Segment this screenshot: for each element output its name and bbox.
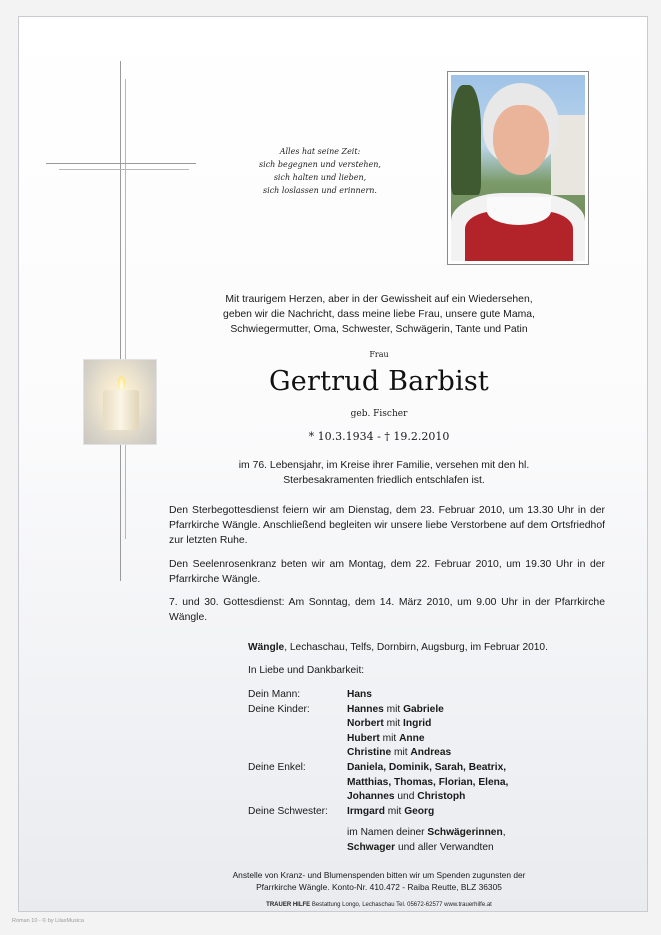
imprint-details: Bestattung Longo, Lechaschau Tel. 05672-62577 www.trauerhilfe.at <box>310 902 492 908</box>
memorial-quote <box>235 145 405 197</box>
husband-name: Hans <box>347 689 372 700</box>
birth-name: geb. Fischer <box>350 409 408 419</box>
grandchildren-line: Daniela, Dominik, Sarah, Beatrix, <box>347 761 507 773</box>
family-row-closing <box>248 826 588 855</box>
photo-collar <box>487 197 551 225</box>
intro-line: Mit traurigem Herzen, aber in der Gewissheit auf ein Wiedersehen, <box>225 294 533 305</box>
life-dates: * 10.3.1934 - † 19.2.2010 <box>308 430 450 443</box>
intro-line: geben wir die Nachricht, dass meine liebe Frau, unsere gute Mama, <box>223 309 535 320</box>
donation-note <box>189 869 569 893</box>
family-row-grandchildren <box>248 761 588 805</box>
family-row-husband <box>248 688 588 703</box>
life-line: im 76. Lebensjahr, im Kreise ihrer Familie, versehen mit den hl. <box>238 460 530 471</box>
family-row-children <box>248 703 588 761</box>
quote-line: sich loslassen und erinnern. <box>263 186 377 195</box>
cross-vertical-line <box>120 61 121 581</box>
salutation: Frau <box>369 350 389 359</box>
photo-face <box>493 105 549 175</box>
donation-line: Anstelle von Kranz- und Blumenspenden bitten wir um Spenden zugunsten der <box>232 870 526 880</box>
family-label: Deine Schwester: <box>248 805 328 817</box>
flame-icon <box>118 376 125 390</box>
cross-horizontal-line-inner <box>59 169 189 170</box>
imprint <box>199 902 559 908</box>
cross-horizontal-line <box>46 163 196 164</box>
family-label: Dein Mann: <box>248 689 301 700</box>
family-label: Deine Kinder: <box>248 703 310 715</box>
grandchildren-line: Johannes und Christoph <box>347 791 466 803</box>
child-entry: Norbert mit Ingrid <box>347 718 432 730</box>
place-and-date <box>248 642 548 653</box>
candle-icon <box>103 390 139 430</box>
child-entry: Hannes mit Gabriele <box>347 703 444 715</box>
intro-text <box>189 292 569 337</box>
family-row-sister: Deine Schwester: Irmgard mit Georg <box>248 805 588 820</box>
cross-vertical-line-inner <box>125 79 126 539</box>
closing-line: Schwager und aller Verwandten <box>347 841 494 853</box>
portrait-photo <box>447 71 589 265</box>
funeral-service-text: Den Sterbegottesdienst feiern wir am Dienstag, dem 23. Februar 2010, um 13.30 Uhr in der Pfarrkirche Wängle. Anschließend begleiten wir unsere liebe Verstorbene auf dem Ortsfriedhof zur letzten Ruhe. <box>169 505 605 546</box>
obituary-page <box>18 16 648 912</box>
watermark: Roman 10 - © by LilaxMusica <box>12 918 84 924</box>
place-rest: , Lechaschau, Telfs, Dornbirn, Augsburg, im Februar 2010. <box>284 642 548 653</box>
child-entry: Christine mit Andreas <box>347 747 452 759</box>
family-label: Deine Enkel: <box>248 761 306 773</box>
deceased-name: Gertrud Barbist <box>269 366 489 397</box>
intro-line: Schwiegermutter, Oma, Schwester, Schwägerin, Tante und Patin <box>230 324 528 335</box>
donation-line: Pfarrkirche Wängle. Konto-Nr. 410.472 - Raiba Reutte, BLZ 36305 <box>256 882 502 892</box>
grandchildren-line: Matthias, Thomas, Florian, Elena, <box>347 776 509 788</box>
life-text <box>199 458 569 488</box>
child-entry: Hubert mit Anne <box>347 732 425 744</box>
closing-line: im Namen deiner Schwägerinnen, <box>347 827 506 839</box>
imprint-brand: TRAUER HILFE <box>266 902 311 908</box>
photo-tree <box>451 85 481 195</box>
place-town: Wängle <box>248 642 285 653</box>
quote-line: sich halten und lieben, <box>273 173 367 182</box>
quote-line: Alles hat seine Zeit: <box>279 147 361 156</box>
quote-line: sich begegnen und verstehen, <box>259 160 381 169</box>
candle-image <box>83 359 157 445</box>
life-line: Sterbesakramenten friedlich entschlafen ist. <box>283 475 485 486</box>
family-list <box>248 688 588 856</box>
rosary-text: Den Seelenrosenkranz beten wir am Montag, dem 22. Februar 2010, um 19.30 Uhr in der Pfarrkirche Wängle. <box>169 559 605 585</box>
memorial-mass-text: 7. und 30. Gottesdienst: Am Sonntag, dem 14. März 2010, um 9.00 Uhr in der Pfarrkirche Wängle. <box>169 597 605 623</box>
thanks-line: In Liebe und Dankbarkeit: <box>248 665 365 676</box>
